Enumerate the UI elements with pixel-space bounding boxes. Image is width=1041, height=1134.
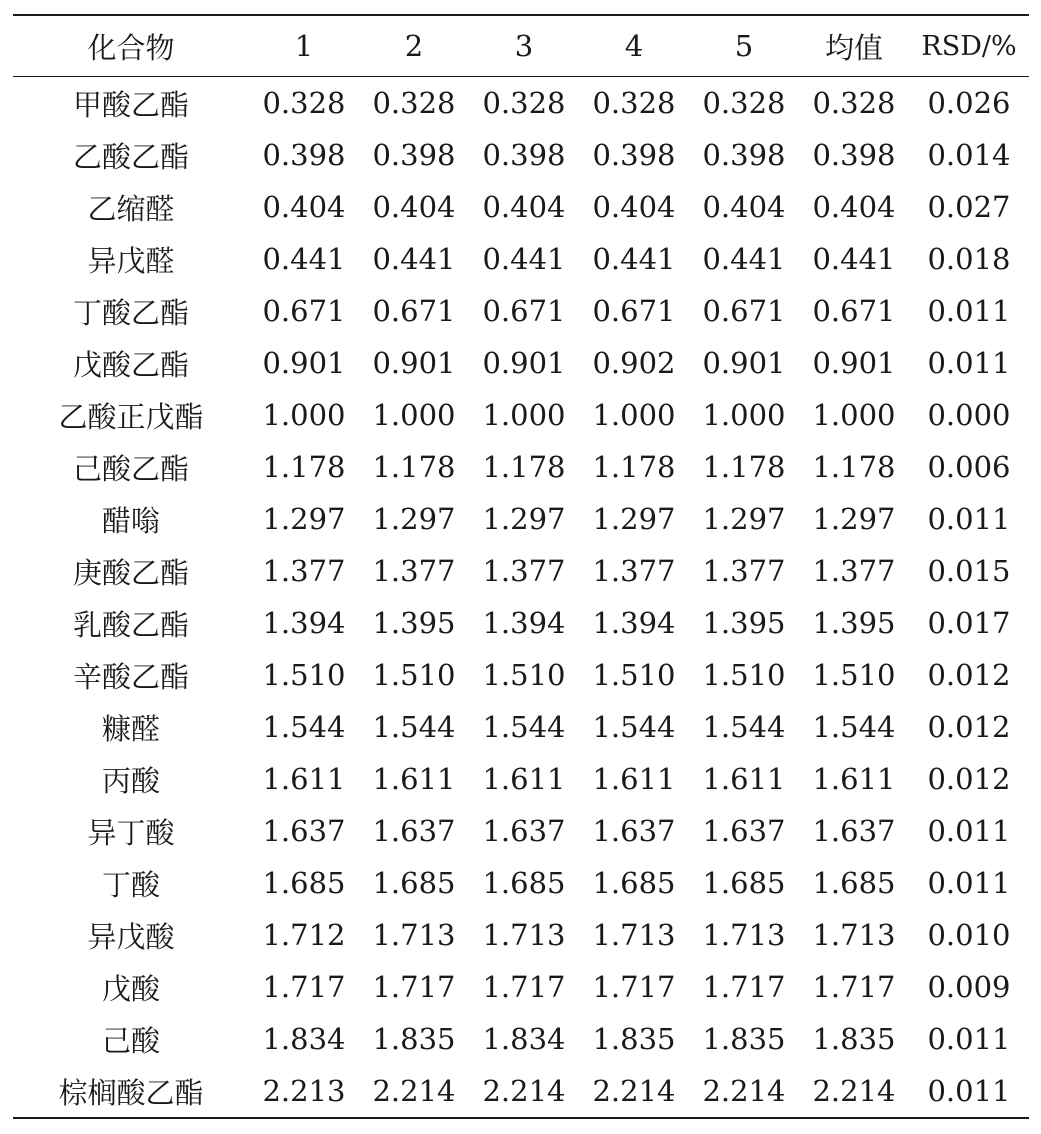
compound-cell: 乙酸正戊酯 [58, 399, 204, 434]
run-2-cell: 0.404 [372, 190, 456, 224]
table-row [13, 181, 1029, 233]
run-4-cell: 0.328 [592, 86, 676, 120]
compound-cell: 戊酸乙酯 [72, 347, 189, 382]
header-run-5: 5 [734, 29, 754, 63]
mean-cell: 0.404 [812, 190, 896, 224]
rsd-cell: 0.009 [927, 970, 1011, 1004]
rsd-cell: 0.012 [927, 710, 1011, 744]
table-row [13, 285, 1029, 337]
run-2-cell: 1.000 [372, 398, 456, 432]
run-4-cell: 1.637 [592, 814, 676, 848]
table-row [13, 389, 1029, 441]
mean-cell: 1.835 [812, 1022, 896, 1056]
run-5-cell: 1.395 [702, 606, 786, 640]
header-compound: 化合物 [87, 30, 175, 65]
run-1-cell: 1.377 [262, 554, 346, 588]
run-4-cell: 1.297 [592, 502, 676, 536]
table-row [13, 1013, 1029, 1065]
run-5-cell: 2.214 [702, 1074, 786, 1108]
rsd-cell: 0.011 [927, 814, 1011, 848]
mean-cell: 1.510 [812, 658, 896, 692]
run-2-cell: 1.717 [372, 970, 456, 1004]
table-row [13, 493, 1029, 545]
compound-cell: 庚酸乙酯 [72, 555, 189, 590]
run-2-cell: 1.713 [372, 918, 456, 952]
run-1-cell: 1.611 [262, 762, 346, 796]
run-5-cell: 0.404 [702, 190, 786, 224]
mean-cell: 0.901 [812, 346, 896, 380]
run-1-cell: 0.398 [262, 138, 346, 172]
table-row [13, 337, 1029, 389]
compound-cell: 棕榈酸乙酯 [58, 1075, 204, 1110]
run-4-cell: 1.685 [592, 866, 676, 900]
run-2-cell: 1.297 [372, 502, 456, 536]
rsd-cell: 0.010 [927, 918, 1011, 952]
run-2-cell: 1.377 [372, 554, 456, 588]
run-2-cell: 0.671 [372, 294, 456, 328]
run-1-cell: 1.685 [262, 866, 346, 900]
mean-cell: 1.637 [812, 814, 896, 848]
run-4-cell: 1.835 [592, 1022, 676, 1056]
run-1-cell: 0.441 [262, 242, 346, 276]
compound-cell: 丁酸 [101, 867, 160, 902]
rsd-cell: 0.011 [927, 1022, 1011, 1056]
compound-cell: 己酸乙酯 [72, 451, 189, 486]
mean-cell: 1.178 [812, 450, 896, 484]
compound-cell: 丙酸 [101, 763, 160, 798]
run-2-cell: 1.510 [372, 658, 456, 692]
header-row [13, 15, 1029, 77]
run-4-cell: 1.611 [592, 762, 676, 796]
run-4-cell: 1.178 [592, 450, 676, 484]
run-5-cell: 0.901 [702, 346, 786, 380]
run-1-cell: 0.671 [262, 294, 346, 328]
table-row [13, 753, 1029, 805]
run-3-cell: 0.901 [482, 346, 566, 380]
run-2-cell: 0.328 [372, 86, 456, 120]
mean-cell: 2.214 [812, 1074, 896, 1108]
run-4-cell: 1.000 [592, 398, 676, 432]
rsd-cell: 0.012 [927, 762, 1011, 796]
header-rsd: RSD/% [921, 30, 1017, 62]
run-5-cell: 0.398 [702, 138, 786, 172]
table-row [13, 441, 1029, 493]
run-3-cell: 1.297 [482, 502, 566, 536]
run-1-cell: 0.328 [262, 86, 346, 120]
run-1-cell: 2.213 [262, 1074, 346, 1108]
run-3-cell: 0.404 [482, 190, 566, 224]
mean-cell: 1.395 [812, 606, 896, 640]
mean-cell: 0.398 [812, 138, 896, 172]
compound-cell: 异戊酸 [87, 919, 175, 954]
table-row [13, 1065, 1029, 1118]
rsd-cell: 0.011 [927, 866, 1011, 900]
run-5-cell: 1.713 [702, 918, 786, 952]
rrt-table [13, 14, 1029, 1119]
run-4-cell: 0.671 [592, 294, 676, 328]
run-1-cell: 1.510 [262, 658, 346, 692]
run-5-cell: 1.000 [702, 398, 786, 432]
run-5-cell: 1.835 [702, 1022, 786, 1056]
table-row [13, 805, 1029, 857]
run-4-cell: 0.902 [592, 346, 676, 380]
compound-cell: 甲酸乙酯 [72, 87, 189, 122]
run-5-cell: 1.178 [702, 450, 786, 484]
run-1-cell: 1.712 [262, 918, 346, 952]
rsd-cell: 0.012 [927, 658, 1011, 692]
run-3-cell: 1.611 [482, 762, 566, 796]
run-4-cell: 0.441 [592, 242, 676, 276]
rsd-cell: 0.017 [927, 606, 1011, 640]
run-1-cell: 1.637 [262, 814, 346, 848]
compound-cell: 醋嗡 [101, 503, 160, 538]
compound-cell: 己酸 [101, 1023, 160, 1058]
mean-cell: 0.328 [812, 86, 896, 120]
run-2-cell: 1.835 [372, 1022, 456, 1056]
run-3-cell: 1.544 [482, 710, 566, 744]
compound-cell: 戊酸 [101, 971, 160, 1006]
table-row [13, 649, 1029, 701]
run-2-cell: 1.685 [372, 866, 456, 900]
run-2-cell: 1.544 [372, 710, 456, 744]
rsd-cell: 0.014 [927, 138, 1011, 172]
run-4-cell: 1.510 [592, 658, 676, 692]
mean-cell: 0.671 [812, 294, 896, 328]
run-4-cell: 0.404 [592, 190, 676, 224]
run-5-cell: 1.611 [702, 762, 786, 796]
run-3-cell: 0.671 [482, 294, 566, 328]
header-run-1: 1 [294, 29, 314, 63]
run-3-cell: 1.000 [482, 398, 566, 432]
run-2-cell: 1.611 [372, 762, 456, 796]
table-row [13, 545, 1029, 597]
run-1-cell: 0.404 [262, 190, 346, 224]
run-3-cell: 0.328 [482, 86, 566, 120]
run-5-cell: 1.637 [702, 814, 786, 848]
table-row [13, 701, 1029, 753]
run-3-cell: 2.214 [482, 1074, 566, 1108]
table-row [13, 961, 1029, 1013]
run-4-cell: 0.398 [592, 138, 676, 172]
run-3-cell: 1.685 [482, 866, 566, 900]
run-5-cell: 1.510 [702, 658, 786, 692]
run-2-cell: 1.637 [372, 814, 456, 848]
run-4-cell: 1.377 [592, 554, 676, 588]
compound-cell: 乙酸乙酯 [72, 139, 189, 174]
data-table-container [13, 14, 1029, 1119]
run-5-cell: 1.377 [702, 554, 786, 588]
rsd-cell: 0.018 [927, 242, 1011, 276]
rsd-cell: 0.011 [927, 502, 1011, 536]
run-3-cell: 1.637 [482, 814, 566, 848]
run-4-cell: 1.394 [592, 606, 676, 640]
run-2-cell: 2.214 [372, 1074, 456, 1108]
header-mean: 均值 [824, 30, 883, 65]
run-4-cell: 1.544 [592, 710, 676, 744]
run-5-cell: 0.671 [702, 294, 786, 328]
mean-cell: 1.713 [812, 918, 896, 952]
table-row [13, 77, 1029, 130]
run-2-cell: 0.441 [372, 242, 456, 276]
run-4-cell: 1.717 [592, 970, 676, 1004]
run-2-cell: 0.398 [372, 138, 456, 172]
mean-cell: 1.611 [812, 762, 896, 796]
run-3-cell: 1.834 [482, 1022, 566, 1056]
rsd-cell: 0.026 [927, 86, 1011, 120]
rsd-cell: 0.011 [927, 294, 1011, 328]
run-5-cell: 0.328 [702, 86, 786, 120]
run-3-cell: 0.441 [482, 242, 566, 276]
run-1-cell: 0.901 [262, 346, 346, 380]
table-row [13, 597, 1029, 649]
run-5-cell: 1.717 [702, 970, 786, 1004]
run-5-cell: 1.297 [702, 502, 786, 536]
run-1-cell: 1.394 [262, 606, 346, 640]
header-run-4: 4 [624, 29, 644, 63]
run-3-cell: 1.178 [482, 450, 566, 484]
rsd-cell: 0.000 [927, 398, 1011, 432]
run-3-cell: 1.717 [482, 970, 566, 1004]
run-4-cell: 2.214 [592, 1074, 676, 1108]
run-3-cell: 1.510 [482, 658, 566, 692]
compound-cell: 乙缩醛 [87, 191, 175, 226]
run-2-cell: 1.178 [372, 450, 456, 484]
rsd-cell: 0.011 [927, 1074, 1011, 1108]
compound-cell: 异丁酸 [87, 815, 175, 850]
mean-cell: 1.377 [812, 554, 896, 588]
table-row [13, 857, 1029, 909]
table-row [13, 129, 1029, 181]
run-3-cell: 1.377 [482, 554, 566, 588]
run-3-cell: 1.713 [482, 918, 566, 952]
run-4-cell: 1.713 [592, 918, 676, 952]
compound-cell: 乳酸乙酯 [72, 607, 189, 642]
table-row [13, 909, 1029, 961]
run-2-cell: 0.901 [372, 346, 456, 380]
rsd-cell: 0.006 [927, 450, 1011, 484]
mean-cell: 1.000 [812, 398, 896, 432]
table-header [13, 15, 1029, 77]
mean-cell: 1.685 [812, 866, 896, 900]
run-1-cell: 1.297 [262, 502, 346, 536]
run-1-cell: 1.000 [262, 398, 346, 432]
run-1-cell: 1.544 [262, 710, 346, 744]
compound-cell: 异戊醛 [87, 243, 175, 278]
run-5-cell: 1.685 [702, 866, 786, 900]
header-run-2: 2 [404, 29, 424, 63]
rsd-cell: 0.011 [927, 346, 1011, 380]
header-run-3: 3 [514, 29, 534, 63]
run-2-cell: 1.395 [372, 606, 456, 640]
compound-cell: 辛酸乙酯 [72, 659, 189, 694]
mean-cell: 1.297 [812, 502, 896, 536]
run-3-cell: 0.398 [482, 138, 566, 172]
run-1-cell: 1.834 [262, 1022, 346, 1056]
table-row [13, 233, 1029, 285]
run-5-cell: 0.441 [702, 242, 786, 276]
run-1-cell: 1.178 [262, 450, 346, 484]
mean-cell: 1.544 [812, 710, 896, 744]
mean-cell: 0.441 [812, 242, 896, 276]
rsd-cell: 0.027 [927, 190, 1011, 224]
compound-cell: 丁酸乙酯 [72, 295, 189, 330]
run-5-cell: 1.544 [702, 710, 786, 744]
run-1-cell: 1.717 [262, 970, 346, 1004]
mean-cell: 1.717 [812, 970, 896, 1004]
run-3-cell: 1.394 [482, 606, 566, 640]
compound-cell: 糠醛 [101, 711, 160, 746]
table-body [13, 77, 1029, 1119]
rsd-cell: 0.015 [927, 554, 1011, 588]
